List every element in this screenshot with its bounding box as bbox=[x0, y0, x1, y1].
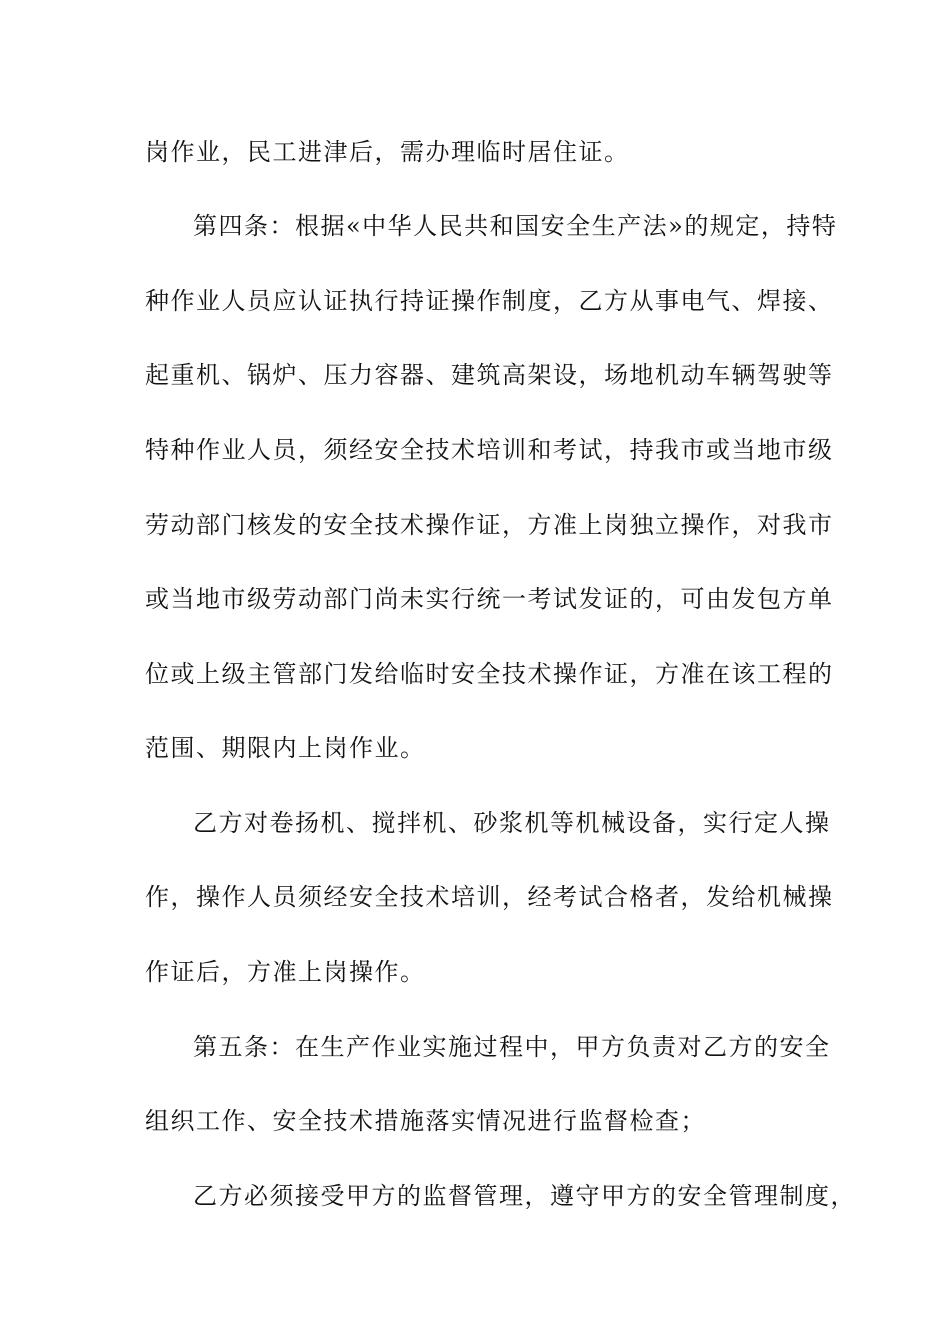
text-line: 作证后，方准上岗操作。 bbox=[145, 958, 426, 986]
paragraph-supervision: 乙方必须接受甲方的监督管理，遵守甲方的安全管理制度， bbox=[193, 1182, 856, 1210]
text-line: 范围、期限内上岗作业。 bbox=[145, 734, 426, 762]
text-line: 劳动部门核发的安全技术操作证，方准上岗独立操作，对我市 bbox=[145, 511, 834, 539]
text-line: 特种作业人员，须经安全技术培训和考试，持我市或当地市级 bbox=[145, 436, 834, 464]
text-line: 岗作业，民工进津后，需办理临时居住证。 bbox=[145, 138, 630, 166]
text-line: 种作业人员应认证执行持证操作制度，乙方从事电气、焊接、 bbox=[145, 287, 834, 315]
paragraph-article-4: 第四条：根据«中华人民共和国安全生产法»的规定，持特 bbox=[193, 212, 838, 240]
text-line: 起重机、锅炉、压力容器、建筑高架设，场地机动车辆驾驶等 bbox=[145, 361, 834, 389]
paragraph-machinery: 乙方对卷扬机、搅拌机、砂浆机等机械设备，实行定人操 bbox=[193, 809, 831, 837]
paragraph-article-5: 第五条：在生产作业实施过程中，甲方负责对乙方的安全 bbox=[193, 1033, 831, 1061]
text-line: 组织工作、安全技术措施落实情况进行监督检查； bbox=[145, 1107, 706, 1135]
text-line: 作，操作人员须经安全技术培训，经考试合格者，发给机械操 bbox=[145, 883, 834, 911]
text-line: 位或上级主管部门发给临时安全技术操作证，方准在该工程的 bbox=[145, 660, 834, 688]
text-line: 或当地市级劳动部门尚未实行统一考试发证的，可由发包方单 bbox=[145, 585, 834, 613]
